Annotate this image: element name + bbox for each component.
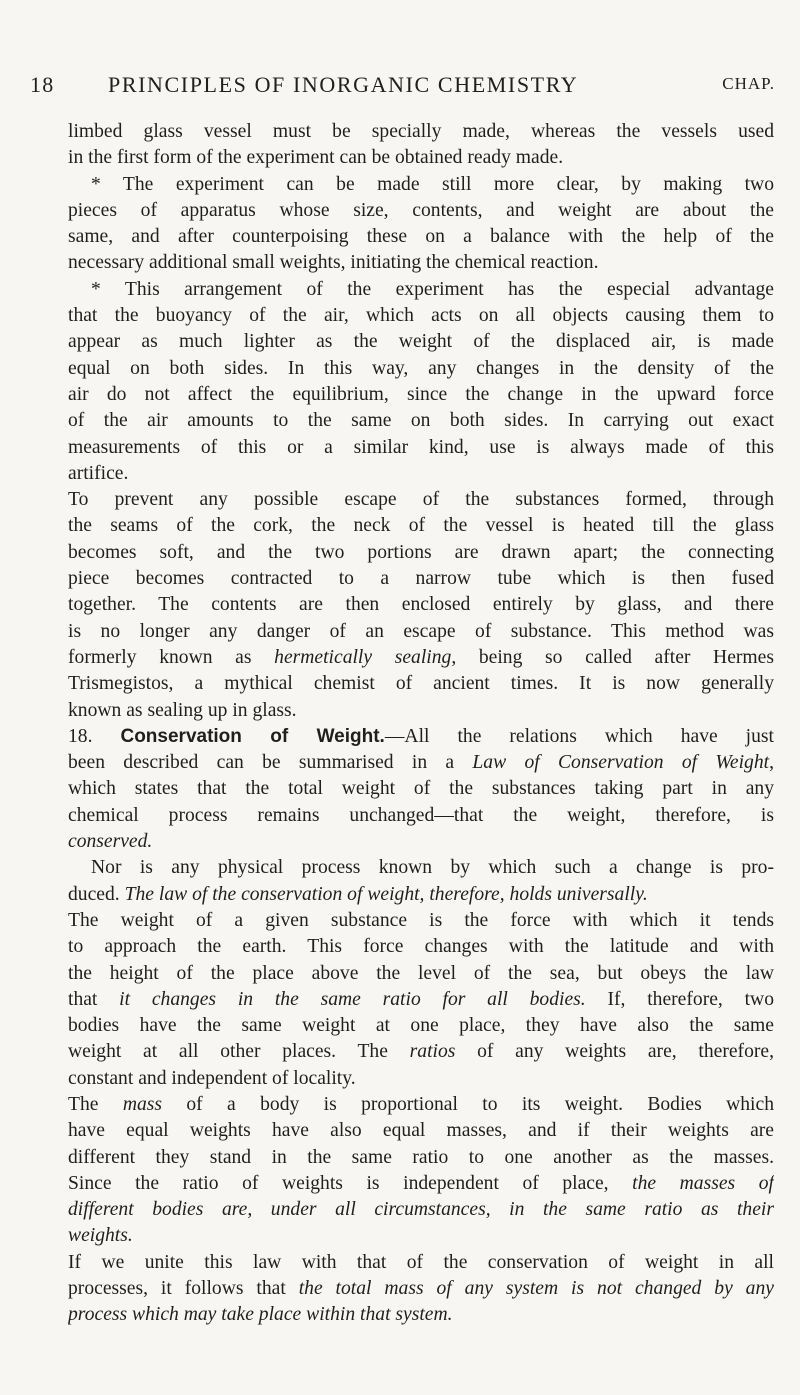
text-line [68, 224, 774, 250]
italic-text: different bodies are, under all circumstances, in the same ratio as their [68, 1199, 774, 1221]
text-line [68, 1302, 774, 1328]
text-line [68, 461, 774, 487]
text-line [68, 198, 774, 224]
text-line [68, 329, 774, 355]
text-line [68, 1092, 774, 1118]
text-segment: limbed glass vessel must be specially made, whereas the vessels used [68, 121, 774, 142]
text-segment: , being so called after Hermes [451, 646, 774, 668]
text-segment: constant and independent of locality. [68, 1067, 356, 1089]
text-segment: to approach the earth. This force changes with the latitude and with [68, 936, 774, 958]
text-segment: duced. [68, 883, 125, 905]
italic-text: the masses of [632, 1172, 774, 1194]
text-segment: of a body is proportional to its weight. Bodies which [162, 1093, 774, 1115]
text-line [68, 750, 774, 776]
text-line [68, 961, 774, 987]
italic-text: Law of Conservation of Weight [472, 752, 770, 774]
text-line [68, 356, 774, 382]
italic-text: process which may take place within that system. [68, 1304, 453, 1326]
text-line [68, 435, 774, 461]
text-segment: Nor is any physical process known by which such a change is pro- [91, 857, 774, 879]
text-line [68, 250, 774, 276]
text-segment: is no longer any danger of an escape of substance. This method was [68, 620, 774, 642]
body-text [68, 119, 774, 1329]
italic-text: the total mass of any system is not changed by any [298, 1278, 774, 1300]
text-line [68, 934, 774, 960]
text-segment: , [769, 752, 774, 774]
text-line [68, 1145, 774, 1171]
text-segment: To prevent any possible escape of the substances formed, through [68, 489, 774, 511]
text-line [68, 277, 774, 303]
running-head: PRINCIPLES OF INORGANIC CHEMISTRY [108, 72, 579, 97]
text-line [68, 987, 774, 1013]
text-line [68, 1171, 774, 1197]
text-segment: different they stand in the same ratio to one another as the masses. [68, 1146, 774, 1168]
text-line [68, 776, 774, 802]
text-segment: bodies have the same weight at one place, they have also the same [68, 1015, 774, 1037]
text-line [68, 1066, 774, 1092]
text-segment: that [68, 988, 120, 1010]
text-segment: the height of the place above the level of the sea, but obeys the law [68, 962, 774, 984]
italic-text: conserved. [68, 831, 153, 853]
text-line [68, 698, 774, 724]
italic-text: it changes in the same ratio for all bodies. [119, 988, 586, 1010]
text-segment: necessary additional small weights, initiating the chemical reaction. [68, 252, 599, 274]
text-segment: —All the relations which have just [384, 725, 774, 747]
text-segment: Since the ratio of weights is independent of place, [68, 1172, 633, 1194]
text-line [68, 1223, 774, 1249]
text-line [68, 487, 774, 513]
text-line [68, 119, 774, 145]
text-line [68, 513, 774, 539]
text-segment: weight at all other places. The [68, 1041, 410, 1063]
text-line [68, 408, 774, 434]
text-segment: The weight of a given substance is the force with which it tends [68, 909, 774, 931]
italic-text: mass [122, 1093, 163, 1115]
text-segment: Trismegistos, a mythical chemist of ancient times. It is now generally [68, 673, 774, 695]
text-segment: the seams of the cork, the neck of the vessel is heated till the glass [68, 515, 774, 537]
text-segment: same, and after counterpoising these on a balance with the help of the [68, 226, 774, 248]
section-heading: Conservation of Weight. [120, 725, 385, 747]
text-segment: piece becomes contracted to a narrow tube which is then fused [68, 568, 774, 590]
text-segment: 18. [68, 725, 121, 747]
text-line [68, 1250, 774, 1276]
italic-text: weights. [68, 1225, 133, 1247]
italic-text: The law of the conservation of weight, therefore, holds universally. [124, 883, 648, 905]
text-segment: measurements of this or a similar kind, use is always made of this [68, 436, 774, 458]
text-line [68, 145, 774, 171]
text-line [68, 619, 774, 645]
text-segment: equal on both sides. In this way, any changes in the density of the [68, 357, 774, 379]
text-line [68, 855, 774, 881]
text-segment: * This arrangement of the experiment has the especial advantage [91, 278, 774, 300]
text-segment: The [68, 1093, 123, 1115]
text-line [68, 1039, 774, 1065]
text-line [68, 540, 774, 566]
text-segment: becomes soft, and the two portions are drawn apart; the connecting [68, 541, 774, 563]
text-segment: of the air amounts to the same on both sides. In carrying out exact [68, 410, 774, 432]
text-segment: together. The contents are then enclosed entirely by glass, and there [68, 594, 774, 616]
text-line [68, 382, 774, 408]
text-segment: that the buoyancy of the air, which acts on all objects causing them to [68, 305, 774, 327]
text-line [68, 303, 774, 329]
text-segment: in the first form of the experiment can be obtained ready made. [68, 147, 564, 169]
text-segment: which states that the total weight of the substances taking part in any [68, 778, 774, 800]
text-segment: processes, it follows that [68, 1278, 299, 1300]
text-segment: appear as much lighter as the weight of the displaced air, is made [68, 331, 774, 353]
text-segment: pieces of apparatus whose size, contents, and weight are about the [68, 199, 774, 221]
text-line [68, 172, 774, 198]
italic-text: hermetically sealing [274, 646, 452, 668]
text-line [68, 803, 774, 829]
text-line [68, 882, 774, 908]
text-segment: air do not affect the equilibrium, since the change in the upward force [68, 383, 774, 405]
text-line [68, 724, 774, 750]
text-segment: of any weights are, therefore, [455, 1041, 774, 1063]
text-segment: formerly known as [68, 646, 275, 668]
text-segment: * The experiment can be made still more clear, by making two [91, 173, 774, 195]
text-segment: have equal weights have also equal masses, and if their weights are [68, 1120, 774, 1142]
text-line [68, 1013, 774, 1039]
text-segment: If we unite this law with that of the conservation of weight in all [68, 1251, 774, 1273]
text-line [68, 645, 774, 671]
text-line [68, 829, 774, 855]
text-line [68, 592, 774, 618]
text-line [68, 908, 774, 934]
page-header [30, 66, 775, 100]
text-segment: If, therefore, two [585, 988, 774, 1010]
italic-text: ratios [409, 1041, 456, 1063]
text-line [68, 671, 774, 697]
text-line [68, 1197, 774, 1223]
text-line [68, 566, 774, 592]
text-segment: chemical process remains unchanged—that the weight, therefore, is [68, 804, 774, 826]
text-segment: artifice. [68, 462, 129, 484]
page-number: 18 [30, 72, 55, 97]
text-segment: known as sealing up in glass. [68, 699, 297, 721]
text-segment: been described can be summarised in a [68, 752, 473, 774]
text-line [68, 1118, 774, 1144]
chapter-label: CHAP. [722, 74, 775, 93]
text-line [68, 1276, 774, 1302]
